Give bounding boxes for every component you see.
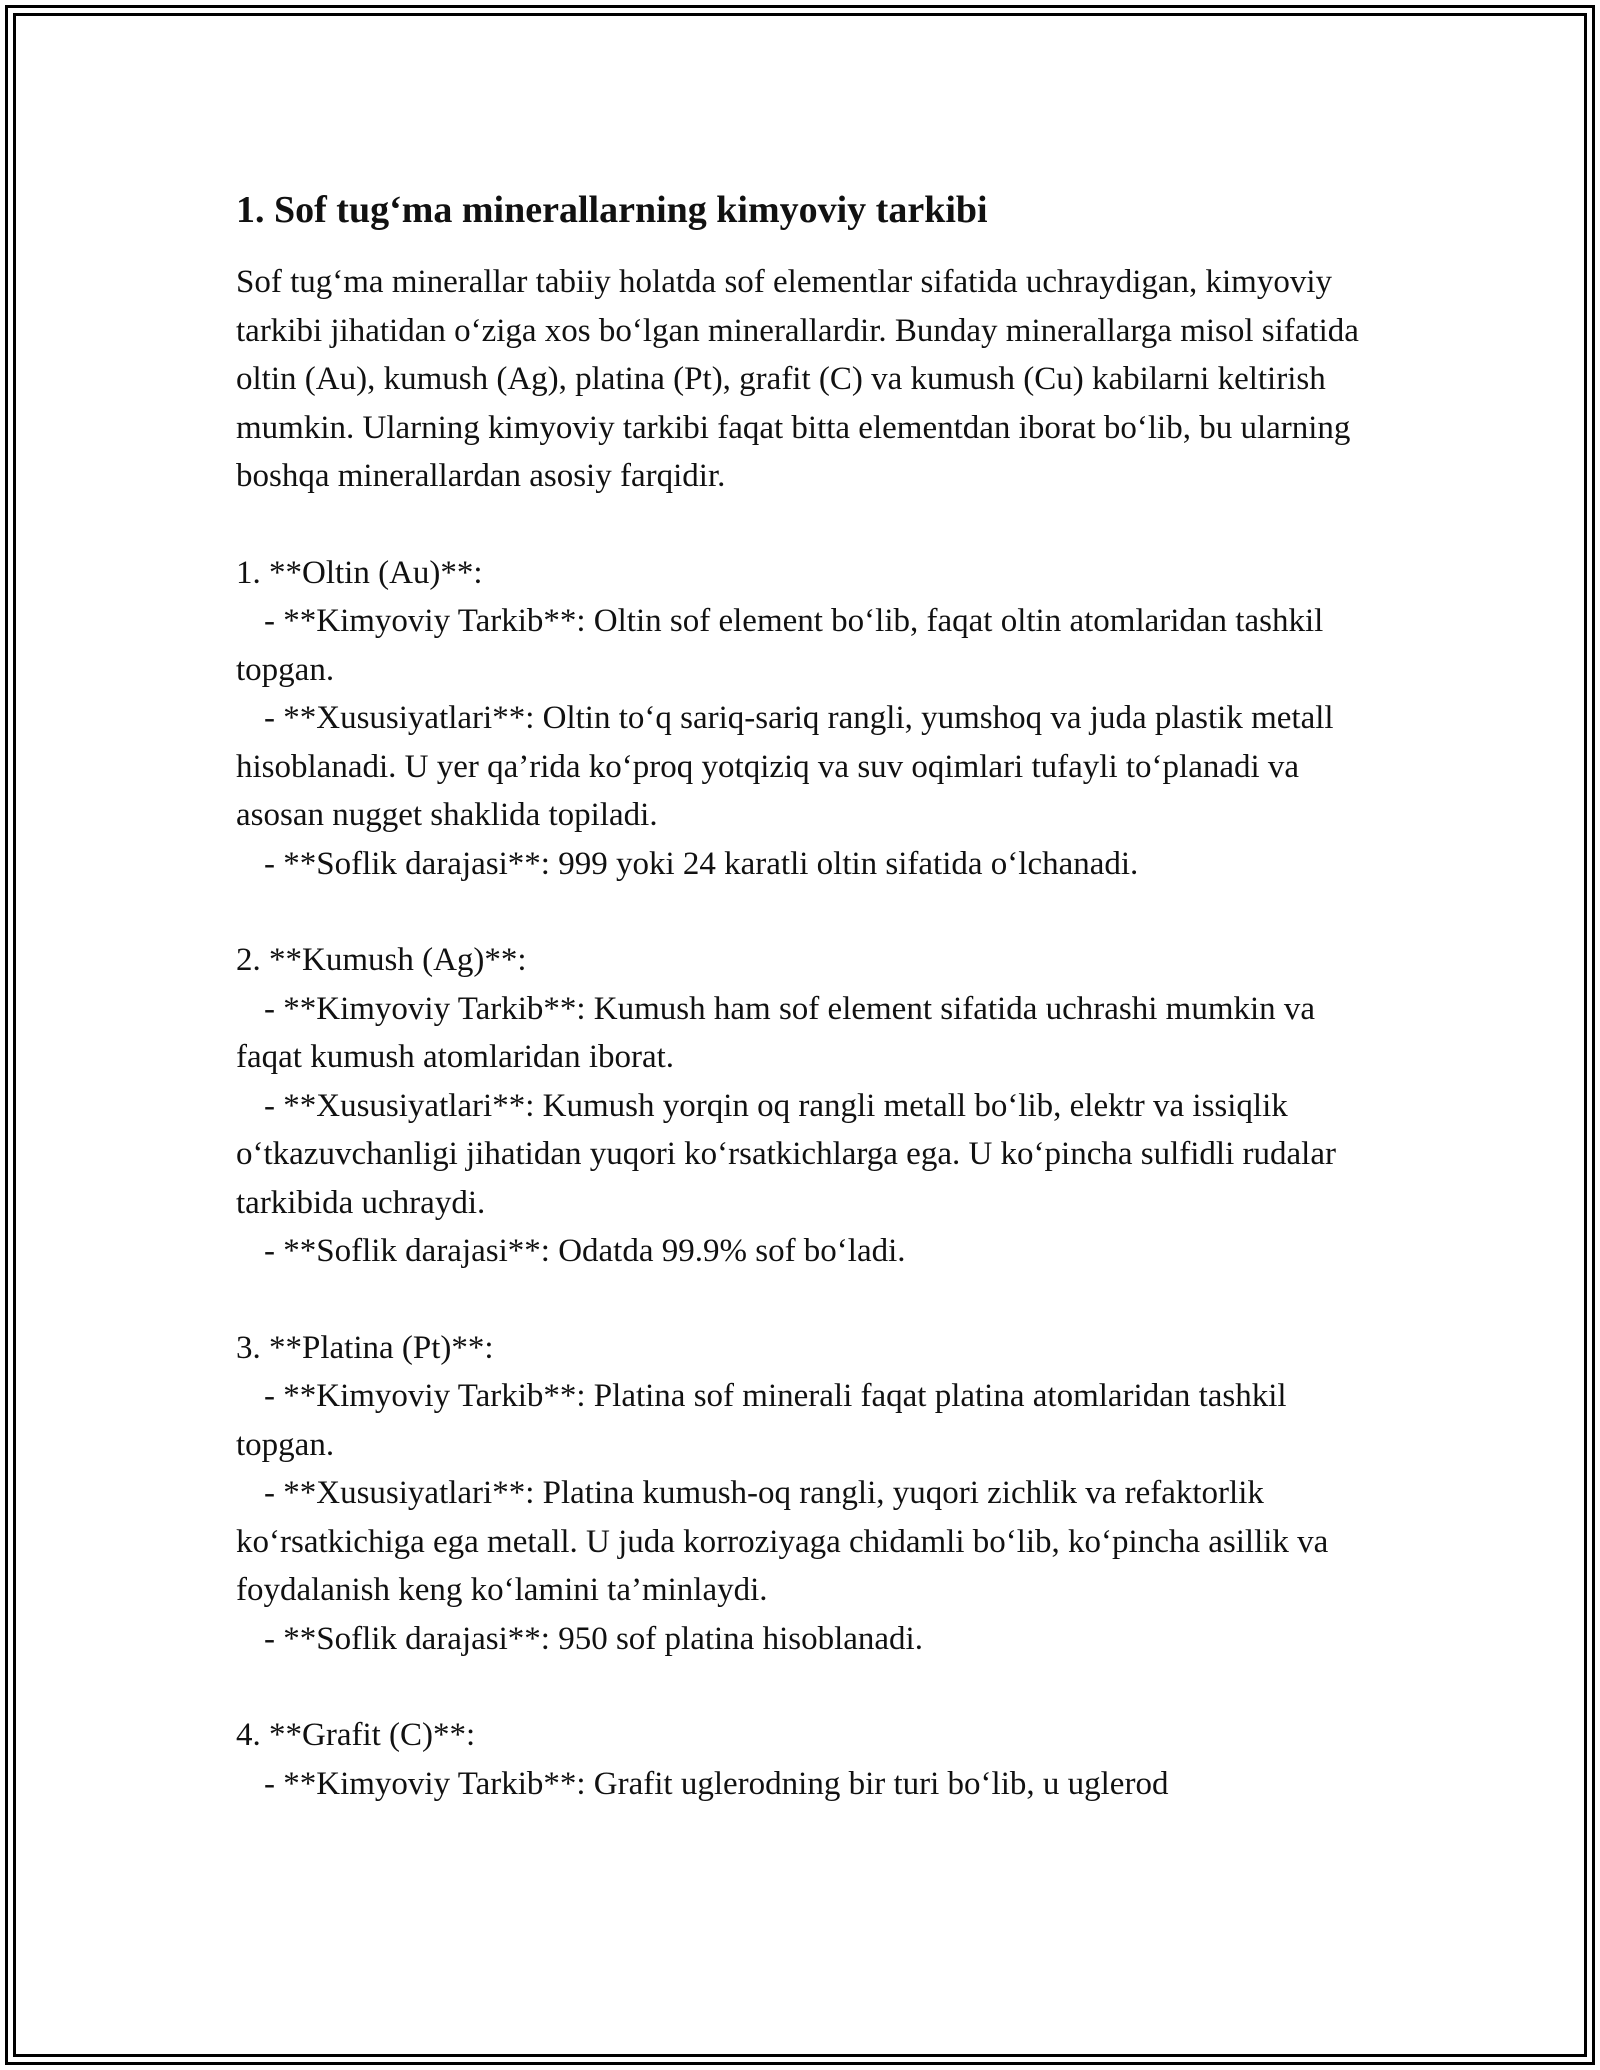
mineral-item-platinum [236,1324,1376,1664]
mineral-detail-line: - **Soflik darajasi**: 950 sof platina hisoblanadi. [264,1620,923,1657]
mineral-heading: 1. **Oltin (Au)**: [236,554,483,591]
mineral-detail-line: - **Kimyoviy Tarkib**: Kumush ham sof element sifatida uchrashi mumkin va faqat kumush atomlaridan iborat. [236,990,1324,1075]
mineral-detail-line: - **Soflik darajasi**: Odatda 99.9% sof bo‘ladi. [264,1233,906,1269]
mineral-detail-line: - **Kimyoviy Tarkib**: Oltin sof element bo‘lib, faqat oltin atomlaridan tashkil topgan. [236,603,1332,688]
mineral-detail-line: - **Xususiyatlari**: Kumush yorqin oq rangli metall bo‘lib, elektr va issiqlik o‘tkazuvchanligi jihatidan yuqori ko‘rsatkichlarga ega. U ko‘pincha sulfidli rudalar tarkibida uchraydi. [236,1087,1345,1221]
mineral-detail-line: - **Kimyoviy Tarkib**: Platina sof minerali faqat platina atomlaridan tashkil topgan. [236,1378,1295,1463]
document-title: 1. Sof tug‘ma minerallarning kimyoviy tarkibi [236,189,988,231]
mineral-detail-line: - **Xususiyatlari**: Oltin to‘q sariq-sariq rangli, yumshoq va juda plastik metall hisoblanadi. U yer qa’rida ko‘proq yotqiziq va suv oqimlari tufayli to‘planadi va asosan nugget shaklida topiladi. [236,700,1342,833]
intro-paragraph: Sof tug‘ma minerallar tabiiy holatda sof elementlar sifatida uchraydigan, kimyoviy tarkibi jihatidan o‘ziga xos bo‘lgan minerallardir. Bunday minerallarga misol sifatida oltin (Au), kumush (Ag), platina (Pt), grafit (C) va kumush (Cu) kabilarni keltirish mumkin. Ularning kimyoviy tarkibi faqat bitta elementdan iborat bo‘lib, bu ularning boshqa minerallardan asosiy farqidir. [236,264,1359,494]
mineral-heading: 2. **Kumush (Ag)**: [236,942,527,978]
mineral-heading: 3. **Platina (Pt)**: [236,1329,494,1366]
mineral-detail-line: - **Soflik darajasi**: 999 yoki 24 karatli oltin sifatida o‘lchanadi. [264,845,1139,882]
mineral-item-gold [236,549,1376,889]
document-body [236,186,1376,1856]
mineral-list [236,549,1376,1809]
mineral-heading: 4. **Grafit (C)**: [236,1717,476,1753]
mineral-item-silver [236,936,1376,1276]
mineral-detail-line: - **Kimyoviy Tarkib**: Grafit uglerodning bir turi bo‘lib, u uglerod [264,1765,1169,1802]
mineral-detail-line: - **Xususiyatlari**: Platina kumush-oq rangli, yuqori zichlik va refaktorlik ko‘rsatkichiga ega metall. U juda korroziyaga chidamli bo‘lib, ko‘pincha asillik va foydalanish keng ko‘lamini ta’minlaydi. [236,1475,1337,1608]
mineral-item-graphite [236,1711,1376,1808]
